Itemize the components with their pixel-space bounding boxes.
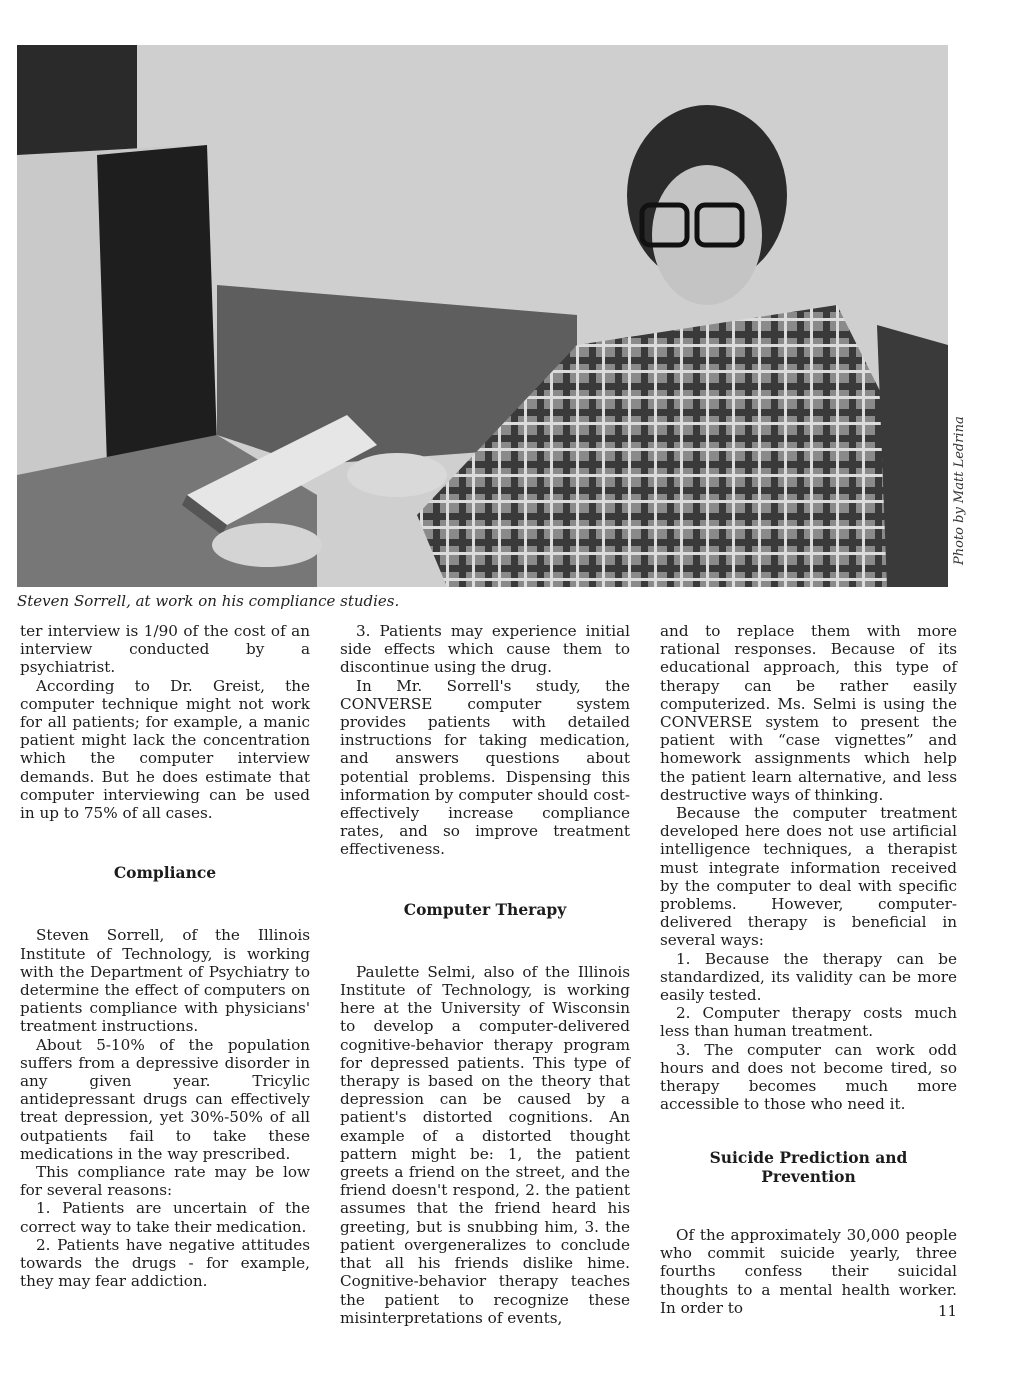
list-item: 3. Patients may experience initial side effects which cause them to discontinue using the drug. — [340, 622, 630, 677]
list-item: 2. Computer therapy costs much less than human treatment. — [660, 1004, 957, 1041]
paragraph: ter interview is 1/90 of the cost of an interview conducted by a psychiatrist. — [20, 622, 310, 677]
section-heading-suicide-prediction: Suicide Prediction and Prevention — [709, 1148, 908, 1186]
list-item: 1. Patients are uncertain of the correct way to take their medication. — [20, 1199, 310, 1236]
column-2 — [340, 622, 630, 1327]
paragraph: Because the computer treatment developed here does not use artificial intelligence techniques, a therapist must integrate information received by the computer to deal with specific problems. However, computer-delivered therapy is beneficial in several ways: — [660, 804, 957, 950]
paragraph: In Mr. Sorrell's study, the CONVERSE computer system provides patients with detailed instructions for taking medication, and answers questions about potential problems. Dispensing this information by computer should cost-effectively increase compliance rates, and so improve treatment effectiveness. — [340, 676, 630, 859]
column-1 — [20, 622, 310, 1291]
paragraph: Steven Sorrell, of the Illinois Institute of Technology, is working with the Department of Psychiatry to determine the effect of computers on patients compliance with physicians' treatment instructions. — [20, 926, 310, 1036]
paragraph: This compliance rate may be low for several reasons: — [20, 1163, 310, 1200]
list-item: 2. Patients have negative attitudes towards the drugs - for example, they may fear addiction. — [20, 1235, 310, 1291]
paragraph: Paulette Selmi, also of the Illinois Institute of Technology, is working here at the University of Wisconsin to develop a computer-delivered cognitive-behavior therapy program for depressed patients. This type of therapy is based on the theory that depression can be caused by a patient's distorted cognitions. An example of a distorted thought pattern might be: 1, the patient greets a friend on the street, and the friend doesn't respond, 2. the patient assumes that the friend heard his greeting, but is snubbing him, 3. the patient overgeneralizes to conclude that all his friends dislike hime. Cognitive-behavior therapy teaches the patient to recognize these misinterpretations of events, — [340, 962, 630, 1327]
list-item: 3. The computer can work odd hours and does not become tired, so therapy becomes much more accessible to those who need it. — [660, 1040, 957, 1114]
paragraph: According to Dr. Greist, the computer technique might not work for all patients; for example, a manic patient might lack the concentration which the computer interview demands. But he does estimate that computer interviewing can be used in up to 75% of all cases. — [20, 676, 310, 823]
photo-caption: Steven Sorrell, at work on his compliance studies. — [17, 592, 400, 610]
photo-credit: Photo by Matt Ledrina — [952, 416, 967, 565]
article-photo — [17, 45, 948, 587]
section-heading-compliance: Compliance — [113, 863, 217, 883]
page-number: 11 — [938, 1302, 958, 1320]
photo-illustration — [17, 45, 948, 587]
paragraph: and to replace them with more rational responses. Because of its educational approach, this type of therapy can be rather easily computerized. Ms. Selmi is using the CONVERSE system to present the patient with “case vignettes” and homework assignments which help the patient learn alternative, and less destructive ways of thinking. — [660, 622, 957, 804]
paragraph: About 5-10% of the population suffers from a depressive disorder in any given year. Tricylic antidepressant drugs can effectively treat depression, yet 30%-50% of all outpatients fail to take these medications in the way prescribed. — [20, 1035, 310, 1163]
column-3 — [660, 622, 957, 1317]
paragraph: Of the approximately 30,000 people who commit suicide yearly, three fourths confess their suicidal thoughts to a mental health worker. In order to — [660, 1225, 957, 1317]
section-heading-computer-therapy: Computer Therapy — [403, 899, 567, 919]
list-item: 1. Because the therapy can be standardized, its validity can be more easily tested. — [660, 949, 957, 1005]
